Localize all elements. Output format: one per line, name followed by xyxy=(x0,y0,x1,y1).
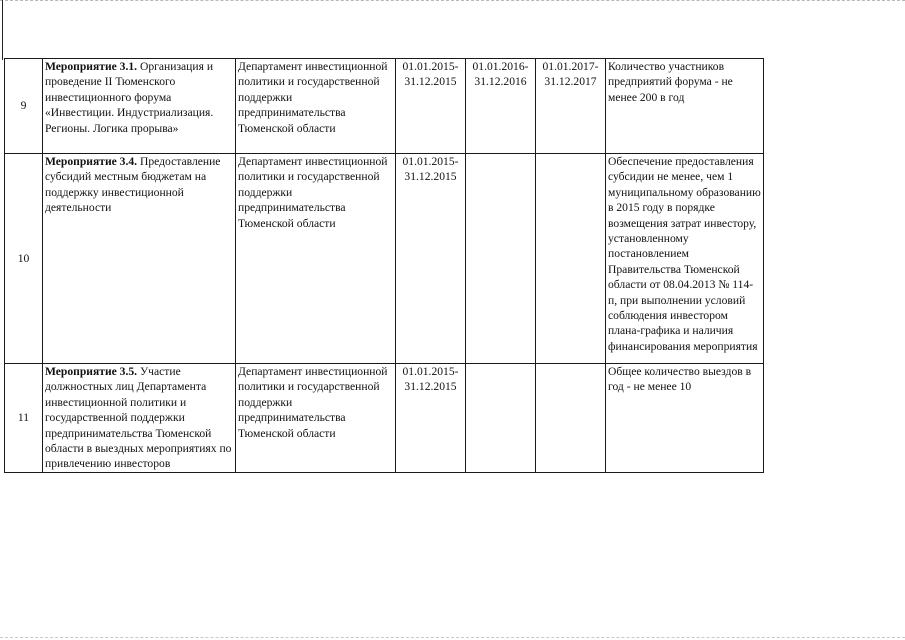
page-left-edge xyxy=(2,0,3,60)
event-text: Предоставление субсидий местным бюджетам на поддержку инвестиционной деятельности xyxy=(45,155,221,215)
table-row xyxy=(5,154,764,364)
event-label: Мероприятие 3.5. xyxy=(45,365,138,378)
event-label: Мероприятие 3.4. xyxy=(45,155,138,168)
row-number-cell: 9 xyxy=(5,59,43,154)
result-cell: Количество участников предприятий форума - не менее 200 в год xyxy=(606,59,764,154)
executor-cell: Департамент инвестиционной политики и государственной поддержки предпринимательства Тюменской области xyxy=(236,364,396,473)
result-cell: Обеспечение предоставления субсидии не менее, чем 1 муниципальному образованию в 2015 году в порядке возмещения затрат инвестору, установленному постановлением Правительства Тюменской области от 08.04.2013 № 114-п, при выполнении условий соблюдения инвестором плана-графика и наличия финансирования мероприятия xyxy=(606,154,764,364)
event-label: Мероприятие 3.1. xyxy=(45,60,138,73)
event-cell xyxy=(43,59,236,154)
period-2016-cell: 01.01.2016-31.12.2016 xyxy=(466,59,536,154)
row-number-cell: 10 xyxy=(5,154,43,364)
result-cell: Общее количество выездов в год - не менее 10 xyxy=(606,364,764,473)
period-2015-cell: 01.01.2015-31.12.2015 xyxy=(396,364,466,473)
event-cell xyxy=(43,154,236,364)
measures-table xyxy=(4,58,764,473)
table-row xyxy=(5,364,764,473)
period-2017-cell: 01.01.2017-31.12.2017 xyxy=(536,59,606,154)
event-text: Участие должностных лиц Департамента инвестиционной политики и государственной поддержки предпринимательства Тюменской области в выездных мероприятиях по привлечению инвесторов xyxy=(45,365,232,471)
period-2016-cell xyxy=(466,154,536,364)
page-top-edge xyxy=(0,0,905,1)
period-2015-cell: 01.01.2015-31.12.2015 xyxy=(396,59,466,154)
table-row xyxy=(5,59,764,154)
period-2017-cell xyxy=(536,154,606,364)
executor-cell: Департамент инвестиционной политики и государственной поддержки предпринимательства Тюменской области xyxy=(236,59,396,154)
row-number-cell: 11 xyxy=(5,364,43,473)
period-2015-cell: 01.01.2015-31.12.2015 xyxy=(396,154,466,364)
page-bottom-edge xyxy=(0,637,905,638)
event-text: Организация и проведение II Тюменского инвестиционного форума «Инвестиции. Индустриализация. Регионы. Логика прорыва» xyxy=(45,60,214,135)
period-2017-cell xyxy=(536,364,606,473)
period-2016-cell xyxy=(466,364,536,473)
executor-cell: Департамент инвестиционной политики и государственной поддержки предпринимательства Тюменской области xyxy=(236,154,396,364)
event-cell xyxy=(43,364,236,473)
